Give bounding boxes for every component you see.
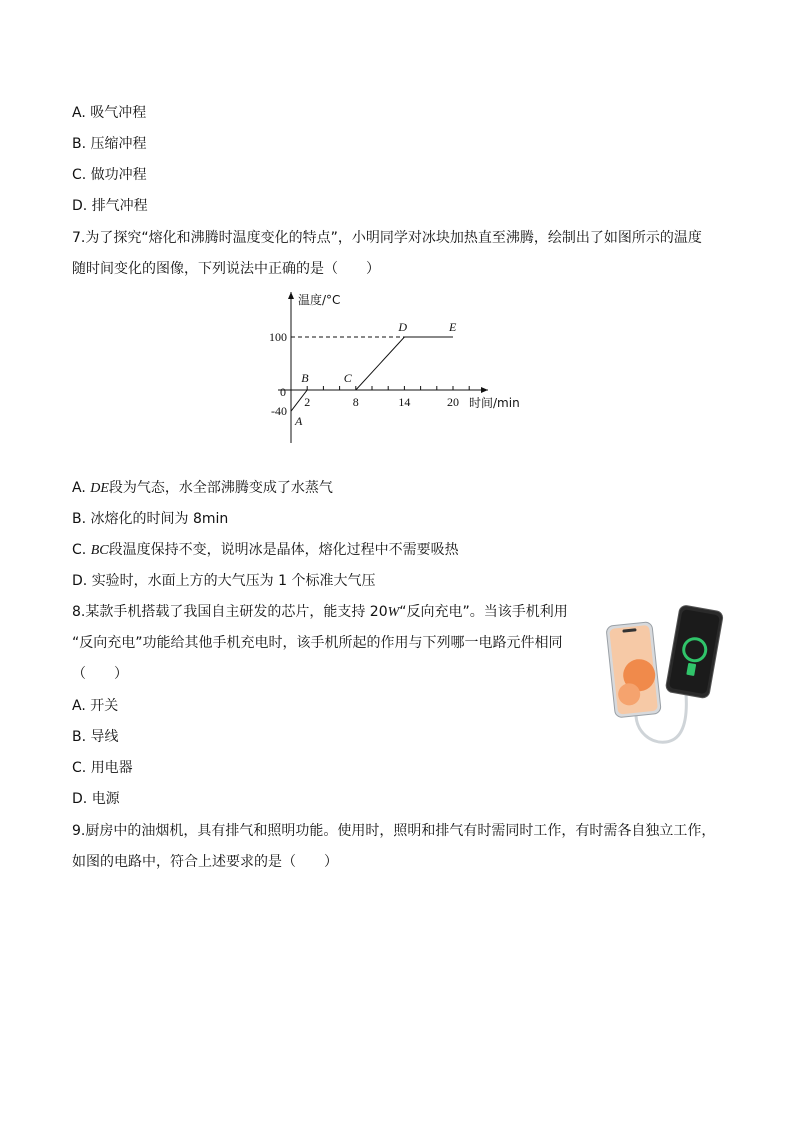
q8-stem-line1: 8.某款手机搭载了我国自主研发的芯片，能支持 20W“反向充电”。当该手机利用 bbox=[72, 604, 568, 620]
q6-option-c: C. 做功冲程 bbox=[72, 167, 147, 183]
q7-option-a: A. DE段为气态，水全部沸腾变成了水蒸气 bbox=[72, 480, 333, 496]
q8-option-a: A. 开关 bbox=[72, 698, 119, 714]
q8-option-c: C. 用电器 bbox=[72, 760, 133, 776]
q9-stem-line1: 9.厨房中的油烟机，具有排气和照明功能。使用时，照明和排气有时需同时工作，有时需各自独立工作， bbox=[72, 823, 716, 839]
front-phone bbox=[606, 622, 661, 718]
y-axis-label: 温度/°C bbox=[298, 293, 341, 307]
x-axis-label: 时间/min bbox=[469, 396, 520, 410]
q6-option-d: D. 排气冲程 bbox=[72, 198, 148, 214]
q7-option-d: D. 实验时，水面上方的大气压为 1 个标准大气压 bbox=[72, 573, 376, 589]
back-phone bbox=[665, 605, 724, 699]
point-label-e: E bbox=[449, 320, 457, 334]
q7-stem-line1: 7.为了探究“熔化和沸腾时温度变化的特点”，小明同学对冰块加热直至沸腾，绘制出了如图所示的温度 bbox=[72, 230, 702, 246]
x-tick-label: 14 bbox=[398, 395, 411, 409]
point-label-a: A bbox=[295, 414, 303, 429]
q7-stem-line2: 随时间变化的图像，下列说法中正确的是（ ） bbox=[72, 261, 380, 277]
q8-option-b: B. 导线 bbox=[72, 729, 119, 745]
q8-stem-line2: “反向充电”功能给其他手机充电时，该手机所起的作用与下列哪一电路元件相同 bbox=[72, 635, 563, 651]
q9-stem-line2: 如图的电路中，符合上述要求的是（ ） bbox=[72, 854, 338, 870]
q8-option-d: D. 电源 bbox=[72, 791, 120, 807]
q7-option-b: B. 冰熔化的时间为 8min bbox=[72, 511, 229, 527]
origin-label: 0 bbox=[280, 385, 286, 399]
y-tick-label: 100 bbox=[269, 330, 287, 344]
q7-option-c: C. BC段温度保持不变，说明冰是晶体，熔化过程中不需要吸热 bbox=[72, 542, 459, 558]
point-label-d: D bbox=[398, 320, 408, 334]
q6-option-b: B. 压缩冲程 bbox=[72, 136, 147, 152]
y-tick-label: -40 bbox=[271, 404, 287, 419]
point-label-b: B bbox=[301, 371, 309, 385]
q6-option-a: A. 吸气冲程 bbox=[72, 105, 147, 121]
point-label-c: C bbox=[343, 371, 352, 385]
temperature-time-graph bbox=[260, 286, 540, 451]
q8-stem-line3: （ ） bbox=[72, 666, 128, 682]
x-tick-label: 20 bbox=[447, 395, 459, 409]
x-tick-label: 8 bbox=[352, 395, 359, 409]
temperature-curve bbox=[291, 337, 453, 411]
reverse-charging-phones-image bbox=[606, 604, 724, 750]
x-tick-label: 2 bbox=[304, 395, 311, 409]
